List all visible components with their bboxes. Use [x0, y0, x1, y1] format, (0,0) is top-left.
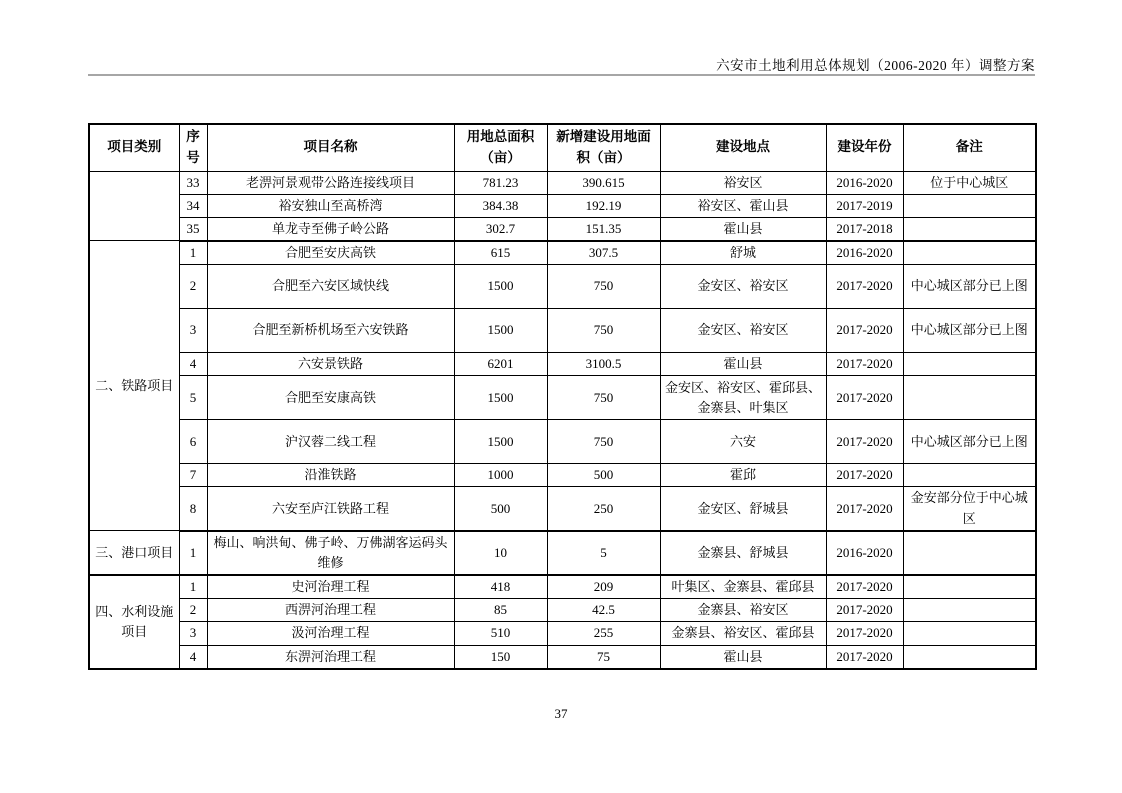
cell-years: 2017-2020 — [826, 376, 903, 420]
cell-years: 2017-2020 — [826, 487, 903, 531]
col-header-remark: 备注 — [903, 124, 1036, 171]
cell-seq: 6 — [179, 420, 207, 464]
cell-name: 沪汉蓉二线工程 — [207, 420, 454, 464]
cell-new-area: 750 — [547, 265, 660, 309]
table-row — [89, 599, 1036, 622]
cell-seq: 1 — [179, 575, 207, 599]
cell-category: 四、水利设施项目 — [89, 575, 179, 669]
cell-location: 叶集区、金寨县、霍邱县 — [660, 575, 826, 599]
cell-location: 金安区、裕安区、霍邱县、金寨县、叶集区 — [660, 376, 826, 420]
table-row — [89, 353, 1036, 376]
cell-remark: 金安部分位于中心城区 — [903, 487, 1036, 531]
cell-seq: 3 — [179, 622, 207, 645]
cell-category: 二、铁路项目 — [89, 241, 179, 531]
table-row — [89, 487, 1036, 531]
cell-seq: 1 — [179, 241, 207, 265]
cell-remark — [903, 464, 1036, 487]
cell-total-area: 500 — [454, 487, 547, 531]
cell-remark: 中心城区部分已上图 — [903, 309, 1036, 353]
cell-remark — [903, 575, 1036, 599]
cell-remark — [903, 241, 1036, 265]
cell-location: 霍山县 — [660, 217, 826, 241]
projects-table — [88, 123, 1037, 670]
cell-new-area: 250 — [547, 487, 660, 531]
cell-seq: 5 — [179, 376, 207, 420]
cell-new-area: 151.35 — [547, 217, 660, 241]
cell-name: 合肥至安康高铁 — [207, 376, 454, 420]
header-rule — [88, 74, 1035, 76]
cell-remark — [903, 353, 1036, 376]
cell-new-area: 42.5 — [547, 599, 660, 622]
cell-total-area: 1500 — [454, 265, 547, 309]
cell-years: 2016-2020 — [826, 171, 903, 194]
cell-total-area: 510 — [454, 622, 547, 645]
cell-new-area: 5 — [547, 531, 660, 575]
col-header-category: 项目类别 — [89, 124, 179, 171]
cell-new-area: 75 — [547, 645, 660, 669]
cell-total-area: 150 — [454, 645, 547, 669]
col-header-name: 项目名称 — [207, 124, 454, 171]
cell-years: 2017-2020 — [826, 420, 903, 464]
cell-seq: 4 — [179, 353, 207, 376]
cell-new-area: 307.5 — [547, 241, 660, 265]
cell-name: 老淠河景观带公路连接线项目 — [207, 171, 454, 194]
page-number: 37 — [554, 706, 568, 721]
cell-seq: 3 — [179, 309, 207, 353]
cell-seq: 34 — [179, 194, 207, 217]
cell-new-area: 750 — [547, 420, 660, 464]
table-row — [89, 194, 1036, 217]
cell-name: 合肥至安庆高铁 — [207, 241, 454, 265]
table-row — [89, 241, 1036, 265]
cell-remark — [903, 622, 1036, 645]
cell-new-area: 750 — [547, 309, 660, 353]
cell-seq: 35 — [179, 217, 207, 241]
table-row — [89, 217, 1036, 241]
cell-name: 梅山、响洪甸、佛子岭、万佛湖客运码头维修 — [207, 531, 454, 575]
cell-location: 金寨县、裕安区、霍邱县 — [660, 622, 826, 645]
cell-years: 2017-2020 — [826, 622, 903, 645]
cell-remark: 中心城区部分已上图 — [903, 265, 1036, 309]
cell-years: 2017-2019 — [826, 194, 903, 217]
cell-remark: 位于中心城区 — [903, 171, 1036, 194]
cell-location: 金安区、裕安区 — [660, 309, 826, 353]
cell-location: 金安区、舒城县 — [660, 487, 826, 531]
cell-new-area: 209 — [547, 575, 660, 599]
col-header-location: 建设地点 — [660, 124, 826, 171]
cell-remark — [903, 645, 1036, 669]
cell-name: 西淠河治理工程 — [207, 599, 454, 622]
cell-new-area: 390.615 — [547, 171, 660, 194]
cell-years: 2017-2020 — [826, 599, 903, 622]
cell-name: 汲河治理工程 — [207, 622, 454, 645]
cell-remark — [903, 217, 1036, 241]
cell-name: 六安景铁路 — [207, 353, 454, 376]
cell-remark — [903, 531, 1036, 575]
cell-total-area: 1500 — [454, 420, 547, 464]
cell-name: 沿淮铁路 — [207, 464, 454, 487]
col-header-years: 建设年份 — [826, 124, 903, 171]
table-row — [89, 575, 1036, 599]
cell-seq: 2 — [179, 599, 207, 622]
cell-years: 2017-2020 — [826, 464, 903, 487]
cell-name: 史河治理工程 — [207, 575, 454, 599]
cell-location: 舒城 — [660, 241, 826, 265]
cell-location: 金安区、裕安区 — [660, 265, 826, 309]
cell-seq: 33 — [179, 171, 207, 194]
table-row — [89, 376, 1036, 420]
cell-category — [89, 171, 179, 241]
cell-location: 霍邱 — [660, 464, 826, 487]
cell-total-area: 10 — [454, 531, 547, 575]
cell-name: 东淠河治理工程 — [207, 645, 454, 669]
cell-years: 2017-2020 — [826, 645, 903, 669]
cell-years: 2016-2020 — [826, 241, 903, 265]
table-row — [89, 420, 1036, 464]
cell-total-area: 615 — [454, 241, 547, 265]
cell-remark: 中心城区部分已上图 — [903, 420, 1036, 464]
cell-total-area: 1500 — [454, 376, 547, 420]
cell-total-area: 1000 — [454, 464, 547, 487]
cell-remark — [903, 376, 1036, 420]
cell-location: 金寨县、舒城县 — [660, 531, 826, 575]
table-row — [89, 171, 1036, 194]
table-row — [89, 645, 1036, 669]
col-header-new-area: 新增建设用地面积（亩） — [547, 124, 660, 171]
cell-new-area: 750 — [547, 376, 660, 420]
cell-location: 裕安区 — [660, 171, 826, 194]
cell-years: 2017-2018 — [826, 217, 903, 241]
cell-name: 裕安独山至高桥湾 — [207, 194, 454, 217]
table-row — [89, 622, 1036, 645]
cell-seq: 7 — [179, 464, 207, 487]
cell-total-area: 384.38 — [454, 194, 547, 217]
cell-years: 2017-2020 — [826, 575, 903, 599]
cell-years: 2017-2020 — [826, 265, 903, 309]
cell-location: 霍山县 — [660, 645, 826, 669]
cell-location: 金寨县、裕安区 — [660, 599, 826, 622]
cell-location: 六安 — [660, 420, 826, 464]
cell-seq: 2 — [179, 265, 207, 309]
cell-location: 霍山县 — [660, 353, 826, 376]
cell-total-area: 85 — [454, 599, 547, 622]
table-row — [89, 464, 1036, 487]
cell-remark — [903, 599, 1036, 622]
cell-new-area: 3100.5 — [547, 353, 660, 376]
cell-new-area: 255 — [547, 622, 660, 645]
table-row — [89, 265, 1036, 309]
cell-seq: 4 — [179, 645, 207, 669]
cell-new-area: 192.19 — [547, 194, 660, 217]
col-header-seq: 序号 — [179, 124, 207, 171]
table-header-row — [89, 124, 1036, 171]
table-row — [89, 309, 1036, 353]
cell-name: 合肥至新桥机场至六安铁路 — [207, 309, 454, 353]
cell-total-area: 6201 — [454, 353, 547, 376]
cell-total-area: 418 — [454, 575, 547, 599]
cell-total-area: 302.7 — [454, 217, 547, 241]
col-header-total-area: 用地总面积（亩） — [454, 124, 547, 171]
table-row — [89, 531, 1036, 575]
cell-name: 六安至庐江铁路工程 — [207, 487, 454, 531]
cell-years: 2016-2020 — [826, 531, 903, 575]
cell-name: 单龙寺至佛子岭公路 — [207, 217, 454, 241]
cell-new-area: 500 — [547, 464, 660, 487]
cell-seq: 8 — [179, 487, 207, 531]
cell-total-area: 781.23 — [454, 171, 547, 194]
running-header-title: 六安市土地利用总体规划（2006-2020 年）调整方案 — [716, 58, 1035, 73]
cell-category: 三、港口项目 — [89, 531, 179, 575]
cell-name: 合肥至六安区域快线 — [207, 265, 454, 309]
cell-location: 裕安区、霍山县 — [660, 194, 826, 217]
cell-years: 2017-2020 — [826, 353, 903, 376]
cell-total-area: 1500 — [454, 309, 547, 353]
cell-years: 2017-2020 — [826, 309, 903, 353]
cell-remark — [903, 194, 1036, 217]
cell-seq: 1 — [179, 531, 207, 575]
